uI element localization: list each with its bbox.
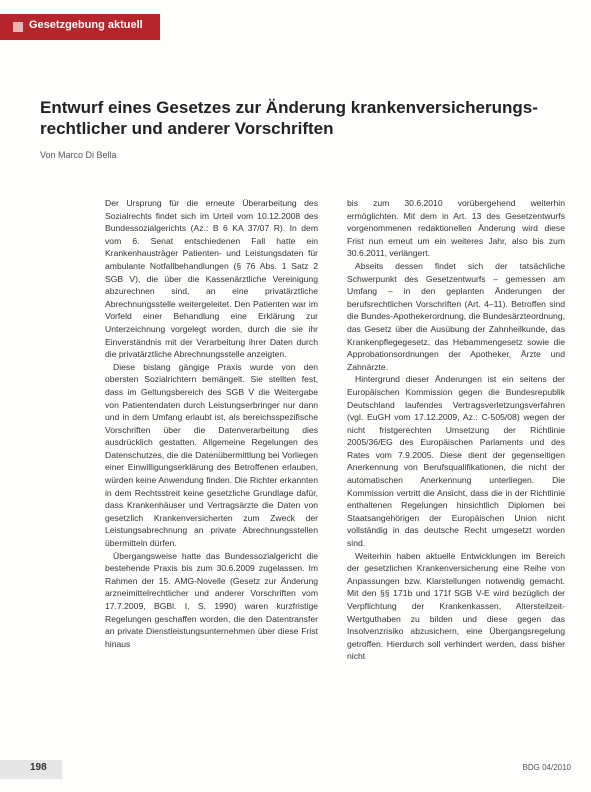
- author-line: Von Marco Di Bella: [40, 150, 117, 160]
- body-column-right: [347, 197, 565, 663]
- paragraph: Übergangsweise hatte das Bundessozialgericht die bestehende Praxis bis zum 30.6.2009 zugelassen. Im Rahmen der 15. AMG-Novelle (Gesetz zur Änderung arzneimittelrechtlicher und anderer Vorschriften vom 17.7.2009, BGBl. I, S. 1990) waren kurzfristige Regelungen geschaffen worden, die den Datentransfer an private Dienstleistungsunternehmen über diese Frist hinaus: [105, 550, 318, 649]
- article-title-line-1: Entwurf eines Gesetzes zur Änderung krankenversicherungs-: [40, 98, 538, 117]
- body-column-left: [105, 197, 318, 650]
- article-title: [40, 97, 560, 139]
- article-title-line-2: rechtlicher und anderer Vorschriften: [40, 119, 334, 138]
- paragraph: bis zum 30.6.2010 vorübergehend weiterhin ermöglichten. Mit dem in Art. 13 des Gesetzentwurfs vorgenommenen redaktionellen Änderung wird diese Frist nun erneut um ein weiteres Jahr, also bis zum 30.6.2011, verlängert.: [347, 198, 565, 259]
- paragraph: Hintergrund dieser Änderungen ist ein seitens der Europäischen Kommission gegen die Bundesrepublik Deutschland laufendes Vertragsverletzungsverfahren (vgl. EuGH vom 17.12.2009, Az.: C-505/08) wegen der nicht fristgerechten Umsetzung der Richtlinie 2005/36/EG des Europäischen Parlaments und des Rates vom 7.9.2005. Diese dient der gegenseitigen Anerkennung von Berufsqualifikationen, die nicht der automatischen Anerkennung unterliegen. Die Kommission vertritt die Ansicht, dass die in der Richtlinie enthaltenen Regelungen hinsichtlich Diplomen bei Staatsangehörigen der Europäischen Union nicht vollständig in das deutsche Recht umgesetzt worden sind.: [347, 374, 565, 549]
- journal-reference: BDG 04/2010: [522, 763, 571, 772]
- section-square-icon: [13, 22, 23, 32]
- section-header-bar: [0, 14, 160, 40]
- section-label: Gesetzgebung aktuell: [29, 19, 143, 31]
- paragraph: Weiterhin haben aktuelle Entwicklungen im Bereich der gesetzlichen Krankenversicherung eine Reihe von Anpassungen bzw. Klarstellungen notwendig gemacht. Mit den §§ 171b und 171f SGB V-E wird bezüglich der Verpflichtung der Krankenkassen, Altersteilzeit-Wertguthaben zu bilden und diese gegen das Insolvenzrisiko abzusichern, eine Übergangsregelung getroffen. Hierdurch soll verhindert werden, dass bisher nicht: [347, 550, 565, 662]
- paragraph: Diese bislang gängige Praxis wurde von den obersten Sozialrichtern bemängelt. Sie stellten fest, dass im Geltungsbereich des SGB V die Weitergabe von Patientendaten durch Leistungserbringer nur dann und in dem Umfang erlaubt ist, als bereichsspezifische Vorschriften über die Datenverarbeitung dies ausdrücklich gestatten. Allgemeine Regelungen des Datenschutzes, die die Datenübermittlung bei Vorliegen einer Einwilligungserklärung des Betroffenen erlauben, würden keine Anwendung finden. Die Richter erkannten in dem Rechtsstreit keine gesetzliche Grundlage dafür, dass Krankenhäuser und Vertragsärzte die Daten von gesetzlich Krankenversicherten zum Zweck der Leistungsabrechnung an private Abrechnungsstellen übermitteln dürfen.: [105, 361, 318, 549]
- page-number: 198: [30, 762, 47, 773]
- paragraph: Abseits dessen findet sich der tatsächliche Schwerpunkt des Gesetzentwurfs – gemessen am Umfang – in den geplanten Änderungen der berufsrechtlichen Vorschriften (Art. 4–11). Betroffen sind die Bundes-Apothekerordnung, die Bundesärzteordnung, das Gesetz über die Ausübung der Zahnheilkunde, das Krankenpflegegesetz, das Hebammengesetz sowie die Approbationsordnungen der Apotheker, Ärzte und Zahnärzte.: [347, 260, 565, 372]
- paragraph: Der Ursprung für die erneute Überarbeitung des Sozialrechts findet sich im Urteil vom 10.12.2008 des Bundessozialgerichts (Az.: B 6 KA 37/07 R). In dem vom 6. Senat entschiedenen Fall hatte ein Krankenhausträger Patienten- und Leistungsdaten für ambulante Notfallbehandlungen (§ 76 Abs. 1 Satz 2 SGB V), die über die Kassenärztliche Vereinigung abzurechnen sind, an eine privatärztliche Abrechnungsstelle weitergeleitet. Den Patienten war im Vorfeld einer Behandlung eine Erklärung zur Unterzeichnung vorgelegt worden, durch die sie ihr Einverständnis mit der Verarbeitung ihrer Daten durch die privatärztliche Abrechnungsstelle anzeigten.: [105, 198, 318, 360]
